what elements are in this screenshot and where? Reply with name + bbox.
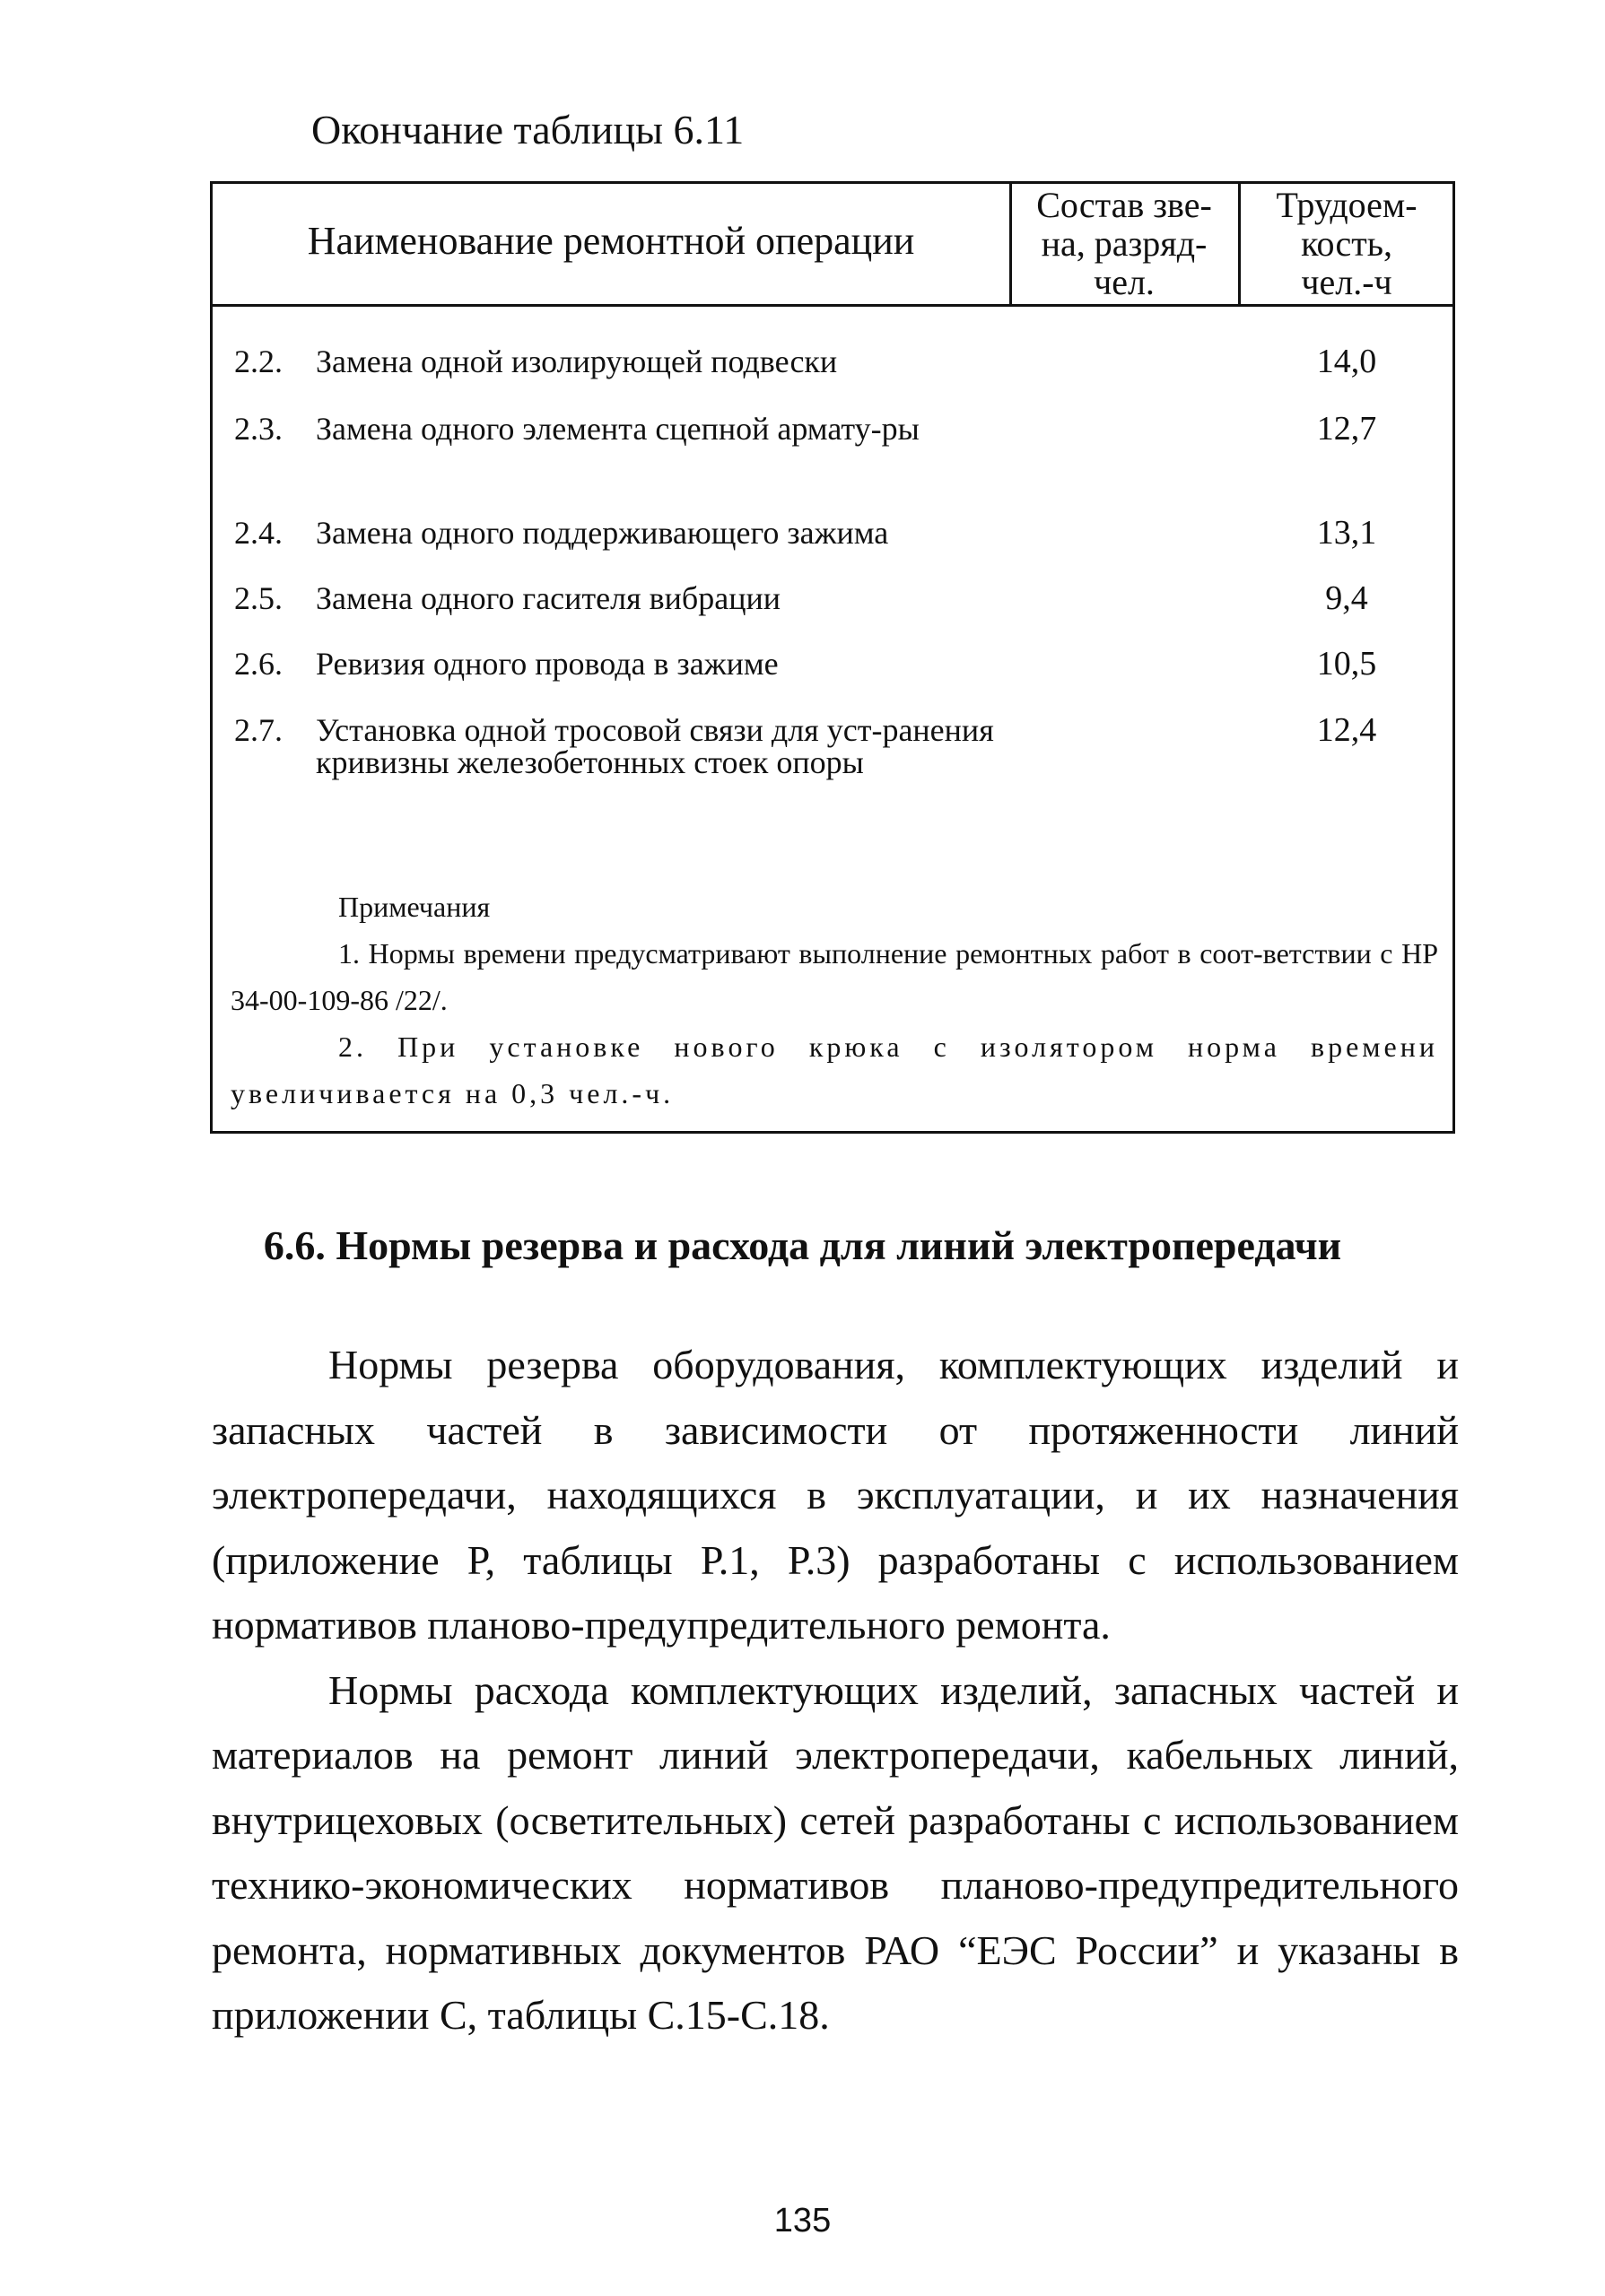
row-labor: 10,5 [1316, 645, 1377, 683]
row-number: 2.2. [234, 344, 283, 379]
repair-operations-table [210, 181, 1455, 1134]
header-crew-line: чел. [1094, 262, 1155, 302]
row-operation: Замена одного элемента сцепной армату-ры [316, 411, 920, 447]
row-operation: Замена одного гасителя вибрации [316, 580, 781, 616]
row-labor: 9,4 [1325, 579, 1368, 617]
header-labor-line: кость, [1301, 223, 1392, 264]
row-number: 2.7. [234, 712, 283, 748]
table-caption: Окончание таблицы 6.11 [311, 107, 745, 152]
row-number: 2.3. [234, 411, 283, 447]
header-labor-line: чел.-ч [1301, 262, 1392, 302]
header-operation-name: Наименование ремонтной операции [307, 219, 915, 263]
note-item: 2. При установке нового крюка с изолятором норма времени увеличивается на 0,3 чел.-ч. [231, 1031, 1438, 1109]
notes-title: Примечания [338, 891, 491, 923]
page-number: 135 [773, 2202, 832, 2239]
row-labor: 13,1 [1316, 514, 1377, 552]
row-operation: Замена одной изолирующей подвески [316, 344, 838, 379]
row-labor: 12,7 [1316, 410, 1377, 448]
paragraph: Нормы расхода комплектующих изделий, запасных частей и материалов на ремонт линий электропередачи, кабельных линий, внутрицеховых (осветительных) сетей разработаны с использованием технико-экономических нормативов планово-предупредительного ремонта, нормативных документов РАО “ЕЭС России” и указаны в приложении С, таблицы С.15-С.18. [212, 1666, 1459, 2038]
row-number: 2.6. [234, 646, 283, 682]
row-number: 2.5. [234, 580, 283, 616]
table-notes [231, 883, 1438, 1117]
row-number: 2.4. [234, 515, 283, 551]
body-text [212, 1333, 1459, 2048]
row-labor: 14,0 [1316, 343, 1377, 380]
header-crew-line: Состав зве- [1036, 185, 1212, 225]
row-operation: Замена одного поддерживающего зажима [316, 515, 889, 551]
header-labor-line: Трудоем- [1276, 185, 1417, 225]
row-operation: Установка одной тросовой связи для уст-ранения кривизны железобетонных стоек опоры [316, 712, 994, 780]
row-labor: 12,4 [1316, 711, 1377, 749]
paragraph: Нормы резерва оборудования, комплектующих изделий и запасных частей в зависимости от протяженности линий электропередачи, находящихся в эксплуатации, и их назначения (приложение Р, таблицы Р.1, Р.3) разработаны с использованием нормативов планово-предупредительного ремонта. [212, 1342, 1459, 1648]
header-crew [1013, 184, 1235, 306]
note-item: 1. Нормы времени предусматривают выполнение ремонтных работ в соот-ветствии с НР 34-00-109-86 /22/. [231, 937, 1438, 1016]
row-operation: Ревизия одного провода в зажиме [316, 646, 779, 682]
section-heading: 6.6. Нормы резерва и расхода для линий электропередачи [263, 1222, 1342, 1268]
header-labor [1241, 184, 1452, 306]
header-divider [1009, 184, 1012, 304]
header-crew-line: на, разряд- [1041, 223, 1208, 264]
